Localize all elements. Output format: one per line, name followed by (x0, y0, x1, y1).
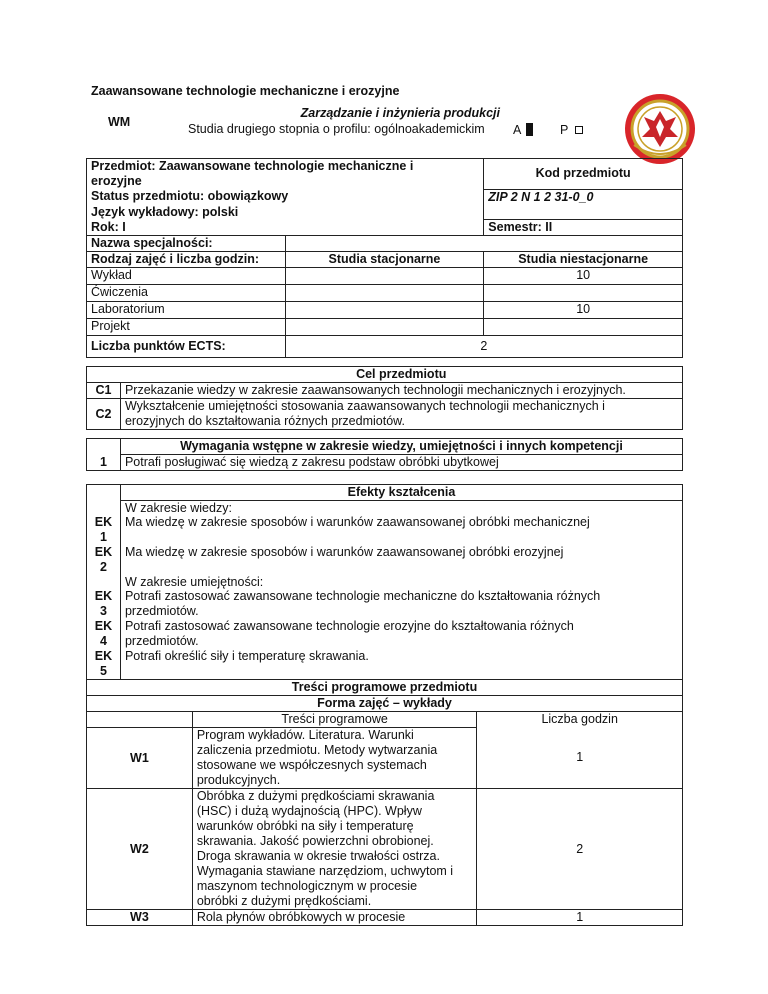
col-content-header: Treści programowe (192, 712, 477, 728)
row-project-part (484, 319, 683, 336)
w1-line: Program wykładów. Literatura. Warunki (196, 728, 414, 742)
ek4-label-a: EK (94, 618, 113, 633)
profile-p-text: P (560, 123, 569, 137)
w2-line: obróbki z dużymi prędkościami. (196, 894, 372, 908)
row-exercises-name: Ćwiczenia (87, 285, 286, 302)
w1-id: W1 (87, 728, 193, 789)
w2-hours: 2 (477, 789, 683, 910)
w2-line: Droga skrawania w okresie trwałości ostrza. (196, 849, 440, 863)
ek1-label-a: EK (94, 514, 113, 529)
w1-content (192, 728, 477, 789)
ek3-label-a: EK (94, 588, 113, 603)
subject-name-line1: Przedmiot: Zaawansowane technologie mechaniczne i (91, 159, 414, 173)
subject-info-table (86, 158, 683, 358)
full-time-header: Studia stacjonarne (285, 252, 484, 268)
row-exercises-full (285, 285, 484, 302)
col-hours-header: Liczba godzin (477, 712, 683, 728)
row-project-full (285, 319, 484, 336)
status: Status przedmiotu: obowiązkowy (87, 189, 484, 205)
code-label: Kod przedmiotu (484, 159, 683, 190)
ek5-label-a: EK (94, 648, 113, 663)
goal-c1-id: C1 (87, 383, 121, 399)
w1-line: produkcyjnych. (196, 773, 281, 787)
w1-line: stosowane we współczesnych systemach (196, 758, 427, 772)
profile-p-checkbox[interactable] (575, 126, 583, 134)
field-of-study: Zarządzanie i inżynieria produkcji (300, 106, 500, 120)
faculty-code: WM (108, 115, 131, 129)
profile-a-text: A (513, 123, 521, 137)
part-time-header: Studia niestacjonarne (484, 252, 683, 268)
ects-label: Liczba punktów ECTS: (87, 336, 286, 358)
w2-line: skrawania. Jakość powierzchni obrobionej. (196, 834, 434, 848)
ects-value: 2 (285, 336, 682, 358)
w2-content (192, 789, 477, 910)
code-value: ZIP 2 N 1 2 31-0_0 (484, 189, 683, 205)
row-lecture-full (285, 268, 484, 285)
effects-title-spacer (87, 485, 121, 501)
w1-line: zaliczenia przedmiotu. Metody wytwarzania (196, 743, 438, 757)
w3-hours: 1 (477, 910, 683, 926)
ek1-text: Ma wiedzę w zakresie sposobów i warunków zaawansowanej obróbki mechanicznej (124, 515, 590, 529)
prereq-title-spacer (87, 439, 121, 455)
goals-table (86, 366, 683, 430)
ek2-label-b: 2 (100, 559, 107, 574)
row-project-name: Projekt (87, 319, 286, 336)
knowledge-label: W zakresie wiedzy: (124, 501, 232, 515)
ek2-label-a: EK (94, 544, 113, 559)
goal-c1-text: Przekazanie wiedzy w zakresie zaawansowanych technologii mechanicznych i erozyjnych. (120, 383, 682, 399)
prereq-1-id: 1 (87, 455, 121, 471)
row-lab-part: 10 (484, 302, 683, 319)
goals-title-spacer (87, 367, 121, 383)
ek3-label-b: 3 (100, 603, 107, 618)
learning-effects-table (86, 484, 683, 680)
goal-c2-line2: erozyjnych do kształtowania różnych przedmiotów. (124, 414, 405, 428)
goal-c2-text (120, 399, 682, 430)
row-lab-full (285, 302, 484, 319)
profile-a-checkbox-checked[interactable] (526, 123, 533, 136)
ek4-text-line2: przedmiotów. (124, 634, 199, 648)
goal-c2-line1: Wykształcenie umiejętności stosowania zaawansowanych technologii mechanicznych i (124, 399, 605, 413)
prereq-1-text: Potrafi posługiwać się wiedzą z zakresu podstaw obróbki ubytkowej (120, 455, 682, 471)
prerequisites-table (86, 438, 683, 471)
study-level: Studia drugiego stopnia o profilu: ogólnoakademickim (188, 122, 485, 136)
w3-content: Rola płynów obróbkowych w procesie (192, 910, 477, 926)
specialty-value (285, 236, 682, 252)
language: Język wykładowy: polski (87, 205, 484, 220)
profile-a-label (513, 123, 533, 137)
subject-cell (87, 159, 484, 190)
year: Rok: I (87, 220, 484, 236)
program-title: Treści programowe przedmiotu (87, 680, 683, 696)
skills-label: W zakresie umiejętności: (124, 575, 264, 589)
w3-id: W3 (87, 910, 193, 926)
ek3-text-line1: Potrafi zastosować zawansowane technologie mechaniczne do kształtowania różnych (124, 589, 601, 603)
row-lecture-part: 10 (484, 268, 683, 285)
subject-name-line2: erozyjne (91, 174, 142, 188)
ek4-text-line1: Potrafi zastosować zawansowane technologie erozyjne do kształtowania różnych (124, 619, 574, 633)
row-exercises-part (484, 285, 683, 302)
doc-title: Zaawansowane technologie mechaniczne i erozyjne (91, 84, 400, 98)
program-header-spacer (87, 712, 193, 728)
university-logo (624, 93, 696, 165)
goals-title: Cel przedmiotu (120, 367, 682, 383)
goal-c2-id: C2 (87, 399, 121, 430)
prereq-title: Wymagania wstępne w zakresie wiedzy, umiejętności i innych kompetencji (120, 439, 682, 455)
ek4-label-b: 4 (100, 633, 107, 648)
specialty: Nazwa specjalności: (87, 236, 286, 252)
w2-line: warunków obróbki na siły i temperaturę (196, 819, 414, 833)
ek5-text: Potrafi określić siły i temperaturę skrawania. (124, 649, 369, 663)
row-lab-name: Laboratorium (87, 302, 286, 319)
ek2-text: Ma wiedzę w zakresie sposobów i warunków zaawansowanej obróbki erozyjnej (124, 545, 564, 559)
effects-title: Efekty kształcenia (120, 485, 682, 501)
w2-id: W2 (87, 789, 193, 910)
ek1-label-b: 1 (100, 529, 107, 544)
w2-line: (HSC) i dużą wydajnością (HPC). Wpływ (196, 804, 422, 818)
empty-cell (484, 205, 683, 220)
ek3-text-line2: przedmiotów. (124, 604, 199, 618)
w2-line: maszynom technologicznym w procesie (196, 879, 418, 893)
effects-content (120, 501, 682, 680)
w1-hours: 1 (477, 728, 683, 789)
program-form: Forma zajęć – wykłady (87, 696, 683, 712)
profile-p-label (560, 123, 583, 137)
w2-line: Wymagania stawiane narzędziom, uchwytom i (196, 864, 454, 878)
w2-line: Obróbka z dużymi prędkościami skrawania (196, 789, 435, 803)
row-lecture-name: Wykład (87, 268, 286, 285)
program-table (86, 679, 683, 926)
classes-label: Rodzaj zajęć i liczba godzin: (87, 252, 286, 268)
ek-labels-column (87, 501, 121, 680)
ek5-label-b: 5 (100, 663, 107, 678)
semester: Semestr: II (484, 220, 683, 236)
